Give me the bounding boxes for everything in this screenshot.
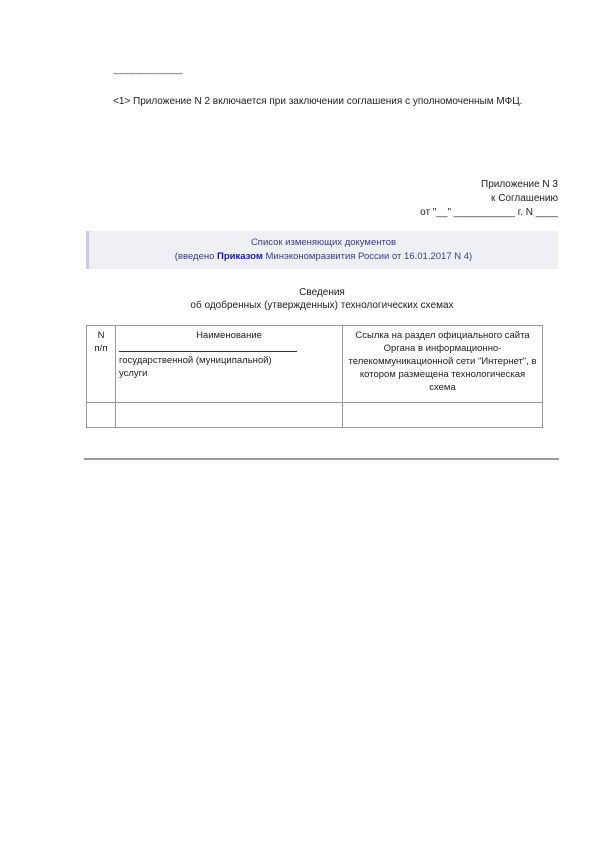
changing-documents-title: Список изменяющих документов — [250, 237, 397, 248]
table-row — [87, 403, 543, 428]
changing-documents-box — [86, 231, 558, 269]
header-number-n: N — [97, 330, 105, 341]
annex-date-number: от "__" ___________ г. N ____ — [420, 207, 558, 218]
header-link: Ссылка на раздел официального сайта Органа в информационно-телекоммуникационной сети "Интернет", в котором размещена технологическая схема — [343, 326, 543, 403]
bottom-divider — [84, 458, 559, 460]
name-blank-line — [119, 342, 297, 352]
header-number-pp: п/п — [94, 343, 108, 354]
tech-schemes-table — [86, 325, 543, 428]
header-name-line3: услуги — [119, 368, 148, 379]
header-name-title: Наименование — [196, 330, 262, 341]
reference-prefix: (введено — [174, 251, 218, 262]
header-name-line2: государственной (муниципальной) — [119, 355, 272, 366]
heading-title: Сведения — [299, 287, 345, 298]
cell-number — [87, 403, 116, 428]
annex-agreement: к Соглашению — [491, 193, 558, 204]
header-name — [116, 326, 343, 403]
cell-name — [116, 403, 343, 428]
cell-link — [343, 403, 543, 428]
heading-subtitle: об одобренных (утвержденных) технологических схемах — [190, 300, 454, 311]
table-header-row — [87, 326, 543, 403]
reference-suffix: Минэкономразвития России от 16.01.2017 N 4) — [262, 251, 473, 262]
header-number — [87, 326, 116, 403]
footnote-text: <1> Приложение N 2 включается при заключении соглашения с уполномоченным МФЦ. — [113, 96, 523, 107]
changing-documents-reference — [89, 250, 558, 264]
footnote-separator: -------------------------------- — [113, 69, 183, 78]
annex-number: Приложение N 3 — [481, 179, 558, 190]
order-link[interactable]: Приказом — [217, 251, 263, 262]
document-heading — [86, 286, 558, 312]
annex-header — [420, 178, 558, 220]
